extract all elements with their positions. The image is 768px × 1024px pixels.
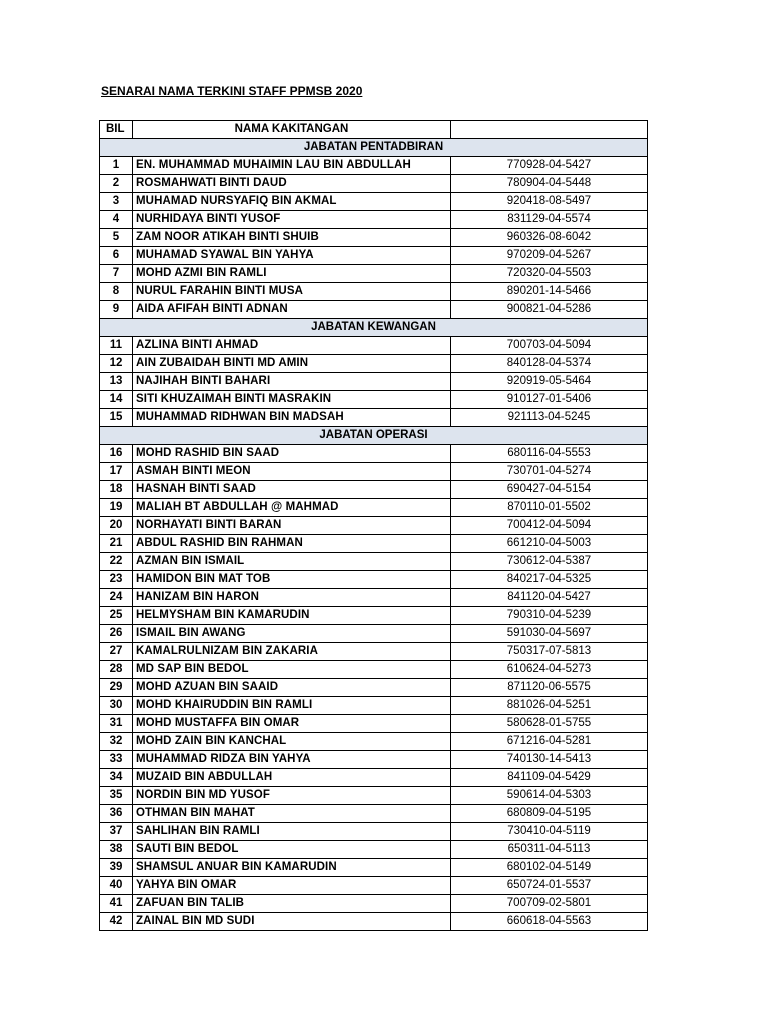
staff-name: MOHD MUSTAFFA BIN OMAR [133,715,451,733]
table-row [100,481,648,499]
row-number: 42 [100,913,133,931]
row-number: 29 [100,679,133,697]
staff-ic-number: 661210-04-5003 [451,535,648,553]
row-number: 26 [100,625,133,643]
row-number: 20 [100,517,133,535]
row-number: 6 [100,247,133,265]
table-row [100,283,648,301]
table-row [100,841,648,859]
staff-name: ZAINAL BIN MD SUDI [133,913,451,931]
staff-ic-number: 730410-04-5119 [451,823,648,841]
staff-name: NURHIDAYA BINTI YUSOF [133,211,451,229]
staff-ic-number: 881026-04-5251 [451,697,648,715]
staff-ic-number: 960326-08-6042 [451,229,648,247]
staff-name: MUHAMAD NURSYAFIQ BIN AKMAL [133,193,451,211]
staff-name: ISMAIL BIN AWANG [133,625,451,643]
row-number: 30 [100,697,133,715]
row-number: 11 [100,337,133,355]
staff-name: MOHD KHAIRUDDIN BIN RAMLI [133,697,451,715]
staff-ic-number: 750317-07-5813 [451,643,648,661]
staff-name: ZAFUAN BIN TALIB [133,895,451,913]
staff-name: KAMALRULNIZAM BIN ZAKARIA [133,643,451,661]
table-row [100,769,648,787]
staff-ic-number: 970209-04-5267 [451,247,648,265]
staff-name: SITI KHUZAIMAH BINTI MASRAKIN [133,391,451,409]
row-number: 39 [100,859,133,877]
row-number: 15 [100,409,133,427]
staff-name: MUHAMAD SYAWAL BIN YAHYA [133,247,451,265]
staff-name: NORDIN BIN MD YUSOF [133,787,451,805]
staff-ic-number: 580628-01-5755 [451,715,648,733]
staff-name: AZLINA BINTI AHMAD [133,337,451,355]
staff-name: MOHD AZMI BIN RAMLI [133,265,451,283]
row-number: 16 [100,445,133,463]
table-row [100,409,648,427]
table-row [100,517,648,535]
section-header-row [100,139,648,157]
table-row [100,571,648,589]
staff-name: AIDA AFIFAH BINTI ADNAN [133,301,451,319]
table-row [100,805,648,823]
staff-ic-number: 700709-02-5801 [451,895,648,913]
staff-name: MALIAH BT ABDULLAH @ MAHMAD [133,499,451,517]
table-row [100,193,648,211]
document-title: SENARAI NAMA TERKINI STAFF PPMSB 2020 [101,84,363,98]
staff-name: SHAMSUL ANUAR BIN KAMARUDIN [133,859,451,877]
staff-ic-number: 671216-04-5281 [451,733,648,751]
row-number: 32 [100,733,133,751]
table-header-row [100,121,648,139]
row-number: 35 [100,787,133,805]
staff-ic-number: 650724-01-5537 [451,877,648,895]
staff-ic-number: 890201-14-5466 [451,283,648,301]
staff-name: NURUL FARAHIN BINTI MUSA [133,283,451,301]
staff-name: MUHAMMAD RIDZA BIN YAHYA [133,751,451,769]
table-row [100,265,648,283]
staff-ic-number: 841109-04-5429 [451,769,648,787]
row-number: 22 [100,553,133,571]
staff-name: MOHD ZAIN BIN KANCHAL [133,733,451,751]
staff-ic-number: 590614-04-5303 [451,787,648,805]
row-number: 13 [100,373,133,391]
table-row [100,211,648,229]
staff-name: HELMYSHAM BIN KAMARUDIN [133,607,451,625]
staff-table [99,120,648,931]
staff-ic-number: 920919-05-5464 [451,373,648,391]
row-number: 3 [100,193,133,211]
section-title: JABATAN KEWANGAN [100,319,648,337]
row-number: 33 [100,751,133,769]
row-number: 25 [100,607,133,625]
section-title: JABATAN PENTADBIRAN [100,139,648,157]
table-row [100,355,648,373]
row-number: 41 [100,895,133,913]
staff-name: MUHAMMAD RIDHWAN BIN MADSAH [133,409,451,427]
staff-name: YAHYA BIN OMAR [133,877,451,895]
header-ic [451,121,648,139]
table-row [100,499,648,517]
staff-name: AIN ZUBAIDAH BINTI MD AMIN [133,355,451,373]
table-row [100,301,648,319]
staff-name: SAHLIHAN BIN RAMLI [133,823,451,841]
table-row [100,823,648,841]
table-row [100,229,648,247]
table-row [100,877,648,895]
table-row [100,715,648,733]
table-row [100,247,648,265]
table-row [100,643,648,661]
row-number: 4 [100,211,133,229]
staff-ic-number: 591030-04-5697 [451,625,648,643]
staff-ic-number: 700412-04-5094 [451,517,648,535]
staff-name: HANIZAM BIN HARON [133,589,451,607]
row-number: 23 [100,571,133,589]
table-row [100,535,648,553]
section-header-row [100,427,648,445]
table-row [100,337,648,355]
staff-ic-number: 871120-06-5575 [451,679,648,697]
row-number: 38 [100,841,133,859]
row-number: 34 [100,769,133,787]
staff-name: NAJIHAH BINTI BAHARI [133,373,451,391]
row-number: 5 [100,229,133,247]
row-number: 24 [100,589,133,607]
row-number: 17 [100,463,133,481]
staff-name: ROSMAHWATI BINTI DAUD [133,175,451,193]
staff-name: MUZAID BIN ABDULLAH [133,769,451,787]
row-number: 37 [100,823,133,841]
row-number: 18 [100,481,133,499]
staff-ic-number: 790310-04-5239 [451,607,648,625]
staff-ic-number: 730612-04-5387 [451,553,648,571]
section-title: JABATAN OPERASI [100,427,648,445]
header-bil: BIL [100,121,133,139]
staff-ic-number: 650311-04-5113 [451,841,648,859]
staff-ic-number: 680116-04-5553 [451,445,648,463]
table-row [100,697,648,715]
staff-ic-number: 770928-04-5427 [451,157,648,175]
row-number: 27 [100,643,133,661]
staff-name: HAMIDON BIN MAT TOB [133,571,451,589]
staff-name: MOHD AZUAN BIN SAAID [133,679,451,697]
table-row [100,175,648,193]
row-number: 2 [100,175,133,193]
staff-ic-number: 680809-04-5195 [451,805,648,823]
table-row [100,373,648,391]
staff-ic-number: 660618-04-5563 [451,913,648,931]
staff-ic-number: 740130-14-5413 [451,751,648,769]
row-number: 28 [100,661,133,679]
staff-ic-number: 900821-04-5286 [451,301,648,319]
staff-ic-number: 720320-04-5503 [451,265,648,283]
staff-name: MD SAP BIN BEDOL [133,661,451,679]
table-row [100,679,648,697]
staff-ic-number: 920418-08-5497 [451,193,648,211]
row-number: 8 [100,283,133,301]
staff-ic-number: 610624-04-5273 [451,661,648,679]
table-row [100,661,648,679]
row-number: 19 [100,499,133,517]
header-nama: NAMA KAKITANGAN [133,121,451,139]
staff-name: AZMAN BIN ISMAIL [133,553,451,571]
row-number: 12 [100,355,133,373]
table-row [100,589,648,607]
row-number: 36 [100,805,133,823]
staff-table-body [100,121,648,931]
table-row [100,553,648,571]
staff-name: OTHMAN BIN MAHAT [133,805,451,823]
table-row [100,157,648,175]
staff-ic-number: 840217-04-5325 [451,571,648,589]
row-number: 31 [100,715,133,733]
staff-ic-number: 840128-04-5374 [451,355,648,373]
table-row [100,445,648,463]
table-row [100,733,648,751]
row-number: 40 [100,877,133,895]
staff-ic-number: 690427-04-5154 [451,481,648,499]
staff-ic-number: 700703-04-5094 [451,337,648,355]
table-row [100,463,648,481]
table-row [100,913,648,931]
staff-ic-number: 910127-01-5406 [451,391,648,409]
staff-name: ABDUL RASHID BIN RAHMAN [133,535,451,553]
table-row [100,391,648,409]
table-row [100,787,648,805]
row-number: 21 [100,535,133,553]
staff-ic-number: 841120-04-5427 [451,589,648,607]
section-header-row [100,319,648,337]
staff-name: SAUTI BIN BEDOL [133,841,451,859]
staff-name: HASNAH BINTI SAAD [133,481,451,499]
table-row [100,607,648,625]
staff-ic-number: 921113-04-5245 [451,409,648,427]
table-row [100,895,648,913]
staff-name: NORHAYATI BINTI BARAN [133,517,451,535]
table-row [100,625,648,643]
row-number: 14 [100,391,133,409]
staff-name: ZAM NOOR ATIKAH BINTI SHUIB [133,229,451,247]
table-row [100,859,648,877]
staff-ic-number: 680102-04-5149 [451,859,648,877]
staff-name: MOHD RASHID BIN SAAD [133,445,451,463]
staff-ic-number: 780904-04-5448 [451,175,648,193]
staff-name: EN. MUHAMMAD MUHAIMIN LAU BIN ABDULLAH [133,157,451,175]
staff-ic-number: 870110-01-5502 [451,499,648,517]
row-number: 1 [100,157,133,175]
row-number: 9 [100,301,133,319]
staff-ic-number: 730701-04-5274 [451,463,648,481]
staff-ic-number: 831129-04-5574 [451,211,648,229]
staff-name: ASMAH BINTI MEON [133,463,451,481]
table-row [100,751,648,769]
row-number: 7 [100,265,133,283]
